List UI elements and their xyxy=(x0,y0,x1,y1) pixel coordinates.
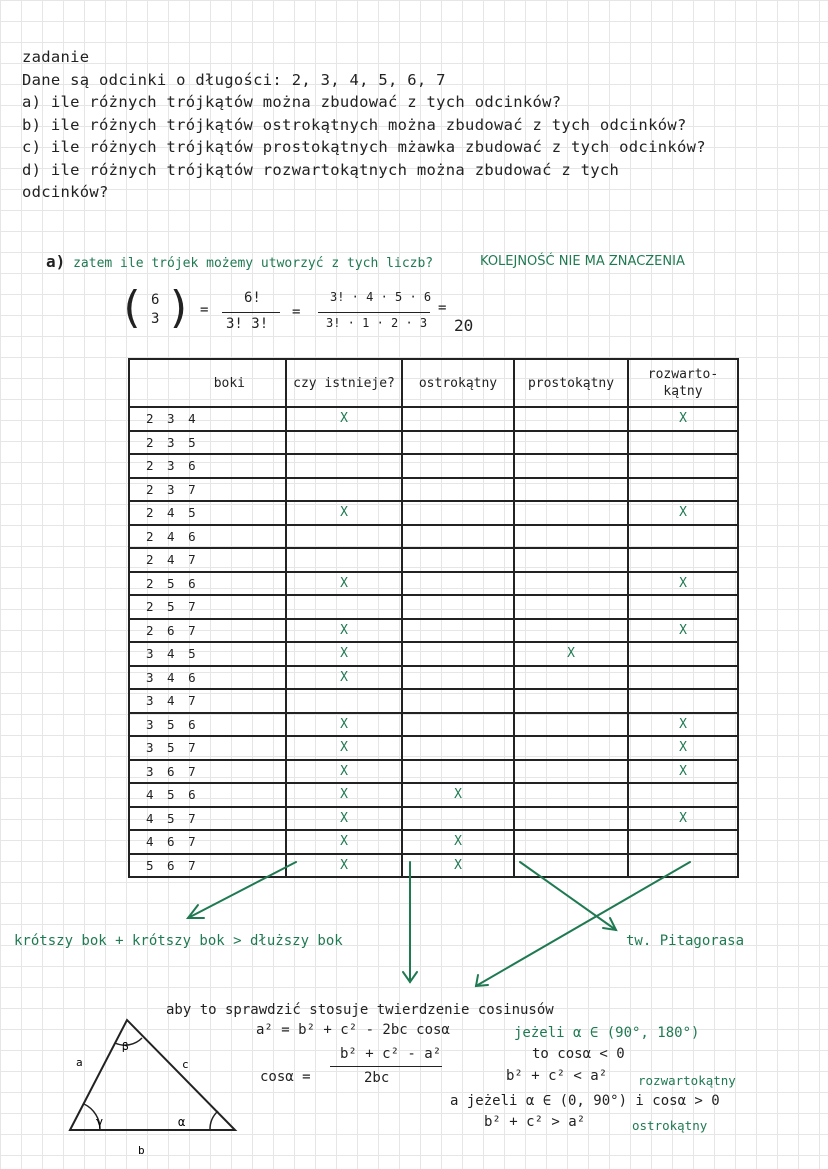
side-b-label: b xyxy=(138,1144,145,1157)
cell-exists: X xyxy=(286,501,402,525)
binom-right-paren: ) xyxy=(166,282,193,333)
cell-obtuse: X xyxy=(628,407,738,431)
formula-eq-2: = xyxy=(292,304,301,320)
cell-sides: 2 4 7 xyxy=(129,548,286,572)
cell-sides: 3 6 7 xyxy=(129,760,286,784)
formula-eq-1: = xyxy=(200,302,209,318)
cell-sides: 2 4 5 xyxy=(129,501,286,525)
cell-sides: 2 3 6 xyxy=(129,454,286,478)
cell-exists: X xyxy=(286,619,402,643)
angle-beta-label: β xyxy=(122,1040,129,1053)
triangle-inequality-note: krótszy bok + krótszy bok > dłuższy bok xyxy=(14,933,343,949)
cell-exists: X xyxy=(286,572,402,596)
formula-result: 20 xyxy=(454,316,474,335)
cell-exists: X xyxy=(286,760,402,784)
arrow-cross-to-cosine xyxy=(476,862,690,986)
frac1-denominator: 3! 3! xyxy=(226,316,269,332)
cell-sides: 3 4 6 xyxy=(129,666,286,690)
cell-exists: X xyxy=(286,407,402,431)
acute-condition-2: b² + c² > a² xyxy=(484,1114,586,1130)
cell-exists: X xyxy=(286,830,402,854)
angle-alpha-label: α xyxy=(178,1115,186,1129)
cell-sides: 2 3 7 xyxy=(129,478,286,502)
header-right: prostokątny xyxy=(514,359,628,407)
cell-exists: X xyxy=(286,736,402,760)
cell-obtuse: X xyxy=(628,713,738,737)
cell-obtuse: X xyxy=(628,807,738,831)
task-line-4: c) ile różnych trójkątów prostokątnych mżawka zbudować z tych odcinków? xyxy=(22,138,706,156)
arrow-to-cosine-law xyxy=(403,862,417,982)
acute-label: ostrokątny xyxy=(632,1118,708,1133)
task-line-3: b) ile różnych trójkątów ostrokątnych można zbudować z tych odcinków? xyxy=(22,115,687,134)
arrow-cross-to-pythagoras xyxy=(520,862,616,930)
cosine-law: a² = b² + c² - 2bc cosα xyxy=(256,1022,450,1038)
cos-fraction-bar xyxy=(330,1066,442,1067)
cell-sides: 2 5 6 xyxy=(129,572,286,596)
cell-sides: 2 5 7 xyxy=(129,595,286,619)
cell-sides: 2 3 4 xyxy=(129,407,286,431)
acute-condition-1: a jeżeli α ∈ (0, 90°) i cosα > 0 xyxy=(450,1093,720,1109)
cell-obtuse: X xyxy=(628,736,738,760)
angle-gamma-label: γ xyxy=(96,1115,104,1129)
binom-top: 6 xyxy=(151,292,160,308)
pythagoras-note: tw. Pitagorasa xyxy=(626,933,745,949)
task-line-2: a) ile różnych trójkątów można zbudować z tych odcinków? xyxy=(22,93,562,111)
cosine-intro: aby to sprawdzić stosuje twierdzenie cosinusów xyxy=(166,1002,554,1018)
cell-right: X xyxy=(514,642,628,666)
cell-obtuse: X xyxy=(628,760,738,784)
cell-exists: X xyxy=(286,854,402,878)
header-obtuse: rozwarto-kątny xyxy=(628,359,738,407)
cell-sides: 2 3 5 xyxy=(129,431,286,455)
header-exists: czy istnieje? xyxy=(286,359,402,407)
cell-exists: X xyxy=(286,666,402,690)
cell-sides: 2 6 7 xyxy=(129,619,286,643)
header-sides: boki xyxy=(129,359,286,407)
cell-acute: X xyxy=(402,854,514,878)
task-title: zadanie xyxy=(22,48,90,66)
cell-exists: X xyxy=(286,807,402,831)
triangle-sketch xyxy=(60,1010,260,1160)
cell-sides: 5 6 7 xyxy=(129,854,286,878)
frac2-numerator: 3! · 4 · 5 · 6 xyxy=(330,290,432,304)
angle-alpha-arc xyxy=(210,1111,218,1130)
cell-exists: X xyxy=(286,713,402,737)
task-line-1: Dane są odcinki o długości: 2, 3, 4, 5, 6, 7 xyxy=(22,70,446,89)
task-line-6: odcinków? xyxy=(22,183,109,201)
cell-sides: 3 4 5 xyxy=(129,642,286,666)
cell-exists: X xyxy=(286,642,402,666)
cos-label: cosα = xyxy=(260,1069,311,1085)
cell-sides: 2 4 6 xyxy=(129,525,286,549)
cell-sides: 3 5 6 xyxy=(129,713,286,737)
cos-numerator: b² + c² - a² xyxy=(340,1046,442,1062)
cell-acute: X xyxy=(402,830,514,854)
cell-sides: 4 5 6 xyxy=(129,783,286,807)
cell-sides: 3 4 7 xyxy=(129,689,286,713)
binom-bottom: 3 xyxy=(151,311,160,327)
cos-denominator: 2bc xyxy=(364,1070,390,1086)
formula-eq-3: = xyxy=(438,300,447,316)
cell-obtuse: X xyxy=(628,572,738,596)
cell-acute: X xyxy=(402,783,514,807)
part-a-question-text: zatem ile trójek możemy utworzyć z tych liczb? xyxy=(73,256,434,271)
side-a-label: a xyxy=(76,1056,83,1069)
part-a-label: a) xyxy=(46,252,66,271)
cell-sides: 4 5 7 xyxy=(129,807,286,831)
cell-sides: 3 5 7 xyxy=(129,736,286,760)
obtuse-condition-2: to cosα < 0 xyxy=(532,1046,625,1062)
binom-left-paren: ( xyxy=(118,282,145,333)
obtuse-label: rozwartokątny xyxy=(638,1073,736,1088)
cell-exists: X xyxy=(286,783,402,807)
cell-sides: 4 6 7 xyxy=(129,830,286,854)
arrow-to-triangle-rule xyxy=(188,862,296,918)
frac2-denominator: 3! · 1 · 2 · 3 xyxy=(326,316,428,330)
side-c-label: c xyxy=(182,1058,189,1071)
header-acute: ostrokątny xyxy=(402,359,514,407)
task-line-5: d) ile różnych trójkątów rozwartokątnych można zbudować z tych xyxy=(22,160,620,179)
obtuse-condition-1: jeżeli α ∈ (90°, 180°) xyxy=(514,1025,700,1041)
obtuse-condition-3: b² + c² < a² xyxy=(506,1068,608,1084)
cell-obtuse: X xyxy=(628,501,738,525)
frac1-numerator: 6! xyxy=(244,290,261,306)
cell-obtuse: X xyxy=(628,619,738,643)
order-note: KOLEJNOŚĆ NIE MA ZNACZENIA xyxy=(480,254,685,269)
